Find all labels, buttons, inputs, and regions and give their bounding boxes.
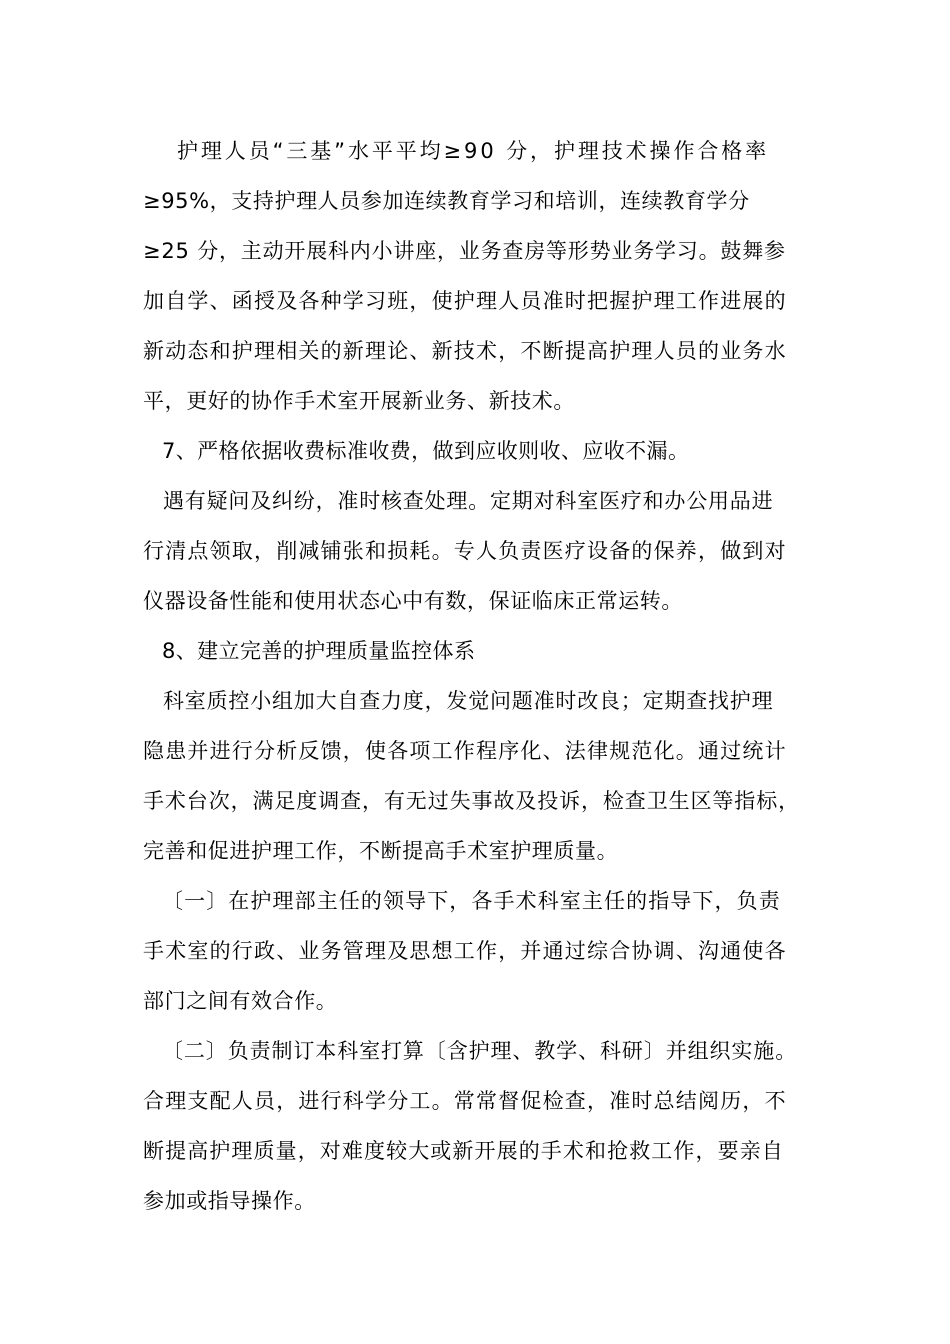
text-line [0, 281, 950, 321]
line-text: ≥25 分，主动开展科内小讲座，业务查房等形势业务学习。鼓舞参 [143, 239, 786, 263]
text-line [0, 581, 950, 621]
line-text: 新动态和护理相关的新理论、新技术，不断提高护理人员的业务水 [143, 339, 787, 363]
text-line [0, 131, 950, 171]
text-line [0, 531, 950, 571]
text-line [0, 831, 950, 871]
text-line [0, 781, 950, 821]
line-text: 完善和促进护理工作，不断提高手术室护理质量。 [143, 839, 619, 863]
section-heading [0, 431, 950, 471]
text-line [0, 1081, 950, 1121]
line-text: 〔一〕在护理部主任的领导下，各手术科室主任的指导下，负责 [162, 889, 781, 913]
line-text: 行清点领取，削减铺张和损耗。专人负责医疗设备的保养，做到对 [143, 539, 787, 563]
line-text: 手术室的行政、业务管理及思想工作，并通过综合协调、沟通使各 [143, 939, 787, 963]
text-line [0, 981, 950, 1021]
text-line [0, 231, 950, 271]
line-text: 遇有疑问及纠纷，准时核查处理。定期对科室医疗和办公用品进 [163, 489, 774, 513]
heading-text: 7、严格依据收费标准收费，做到应收则收、应收不漏。 [162, 439, 690, 463]
line-text: 参加或指导操作。 [143, 1189, 316, 1213]
text-line [0, 881, 950, 921]
heading-text: 8、建立完善的护理质量监控体系 [162, 639, 476, 663]
text-line [0, 1031, 950, 1071]
line-text: 加自学、函授及各种学习班，使护理人员准时把握护理工作进展的 [143, 289, 787, 313]
line-text: 合理支配人员，进行科学分工。常常督促检查，准时总结阅历，不 [143, 1089, 787, 1113]
text-line [0, 931, 950, 971]
line-text: 断提高护理质量，对难度较大或新开展的手术和抢救工作，要亲自 [143, 1139, 784, 1163]
text-line [0, 331, 950, 371]
section-heading [0, 631, 950, 671]
line-text: 护理人员“三基”水平平均≥90 分，护理技术操作合格率 [177, 139, 770, 163]
text-line [0, 681, 950, 721]
line-text: 仪器设备性能和使用状态心中有数，保证临床正常运转。 [143, 589, 683, 613]
text-line [0, 481, 950, 521]
line-text: 手术台次，满足度调查，有无过失事故及投诉，检查卫生区等指标， [143, 789, 800, 813]
line-text: 〔二〕负责制订本科室打算〔含护理、教学、科研〕并组织实施。 [162, 1039, 798, 1063]
text-line [0, 731, 950, 771]
line-text: 隐患并进行分析反馈，使各项工作程序化、法律规范化。通过统计 [143, 739, 787, 763]
text-line [0, 381, 950, 421]
text-line [0, 1181, 950, 1221]
line-text: 科室质控小组加大自查力度，发觉问题准时改良；定期查找护理 [163, 689, 774, 713]
line-text: 部门之间有效合作。 [143, 989, 338, 1013]
line-text: 平，更好的协作手术室开展新业务、新技术。 [143, 389, 575, 413]
text-line [0, 181, 950, 221]
text-line [0, 1131, 950, 1171]
line-text: ≥95%，支持护理人员参加连续教育学习和培训，连续教育学分 [143, 189, 750, 213]
